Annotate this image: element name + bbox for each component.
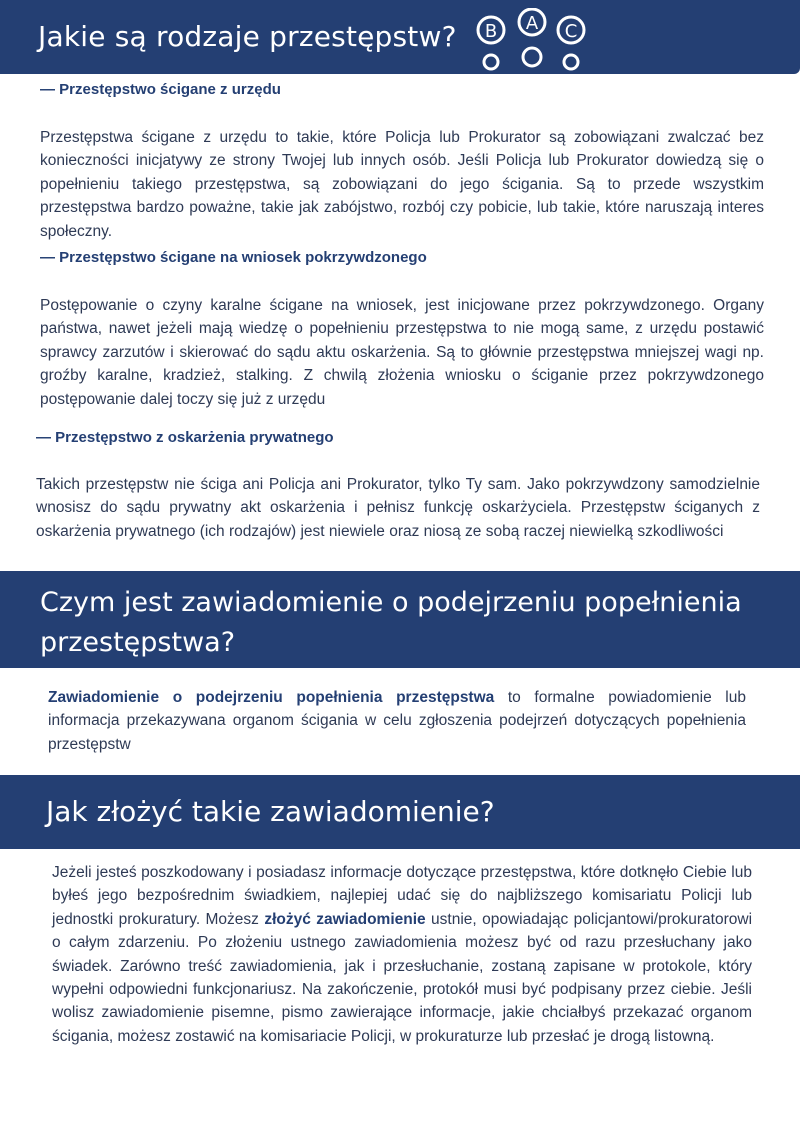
section-title-notification: Czym jest zawiadomienie o podejrzeniu popełnienia przestępstwa? — [40, 587, 742, 658]
section-title-types: Jakie są rodzaje przestępstw? — [38, 20, 457, 53]
header-banner-types — [0, 0, 800, 74]
subheading-ex-officio: — Przestępstwo ścigane z urzędu — [40, 81, 281, 98]
logo-letter-b: B — [484, 21, 498, 42]
subheading-private-prosecution: — Przestępstwo z oskarżenia prywatnego — [36, 429, 334, 446]
paragraph-private-prosecution: Takich przestępstw nie ściga ani Policja ani Prokurator, tylko Ty sam. Jako pokrzywdzony samodzielnie wnosisz do sądu prywatny akt oskarżenia i pełnisz funkcję oskarżyciela. Przestępstw ściganych z oskarżenia prywatnego (ich rodzajów) jest niewiele oraz niosą ze sobą raczej niewielką szkodliwości — [36, 476, 760, 540]
how-to-text-a: Jeżeli jesteś poszkodowany i posiadasz informacje dotyczące przestępstwa, które dotknęło Ciebie lub byłeś jego bezpośrednim świadkiem, najlepiej udać się do najbliższego komisariatu Policji lub jednostki prokuratury. Możesz — [52, 864, 752, 928]
logo-letter-c: C — [564, 21, 578, 42]
abc-logo-icon — [474, 8, 594, 74]
paragraph-on-request: Postępowanie o czyny karalne ścigane na wniosek, jest inicjowane przez pokrzywdzonego. Organy państwa, nawet jeżeli mają wiedzę o popełnieniu przestępstwa to nie mogą same, z urzędu postawić sprawcy zarzutów i skierować do sądu aktu oskarżenia. Są to głównie przestępstwa mniejszej wagi np. groźby karalne, kradzież, stalking. Z chwilą złożenia wniosku o ściganie przez pokrzywdzonego postępowanie dalej toczy się już z urzędu — [40, 297, 764, 408]
paragraph-ex-officio: Przestępstwa ścigane z urzędu to takie, które Policja lub Prokurator są zobowiązani zwalczać bez konieczności inicjatywy ze strony Twojej lub innych osób. Jeśli Policja lub Prokurator dowiedzą się o popełnieniu takiego przestępstwa, są zobowiązani do jego ścigania. Są to przede wszystkim przestępstwa bardzo poważne, takie jak zabójstwo, rozbój czy pobicie, lub takie, które naruszają interes społeczny. — [40, 129, 764, 240]
how-to-emphasis: złożyć zawiadomienie — [264, 910, 426, 928]
notification-term: Zawiadomienie o podejrzeniu popełnienia przestępstwa — [48, 689, 495, 706]
header-banner-how-to — [0, 775, 800, 849]
how-to-text-b: ustnie, opowiadając policjantowi/prokuratorowi o całym zdarzeniu. Po złożeniu ustnego zawiadomienia możesz być od razu przesłuchany jako świadek. Zarówno treść zawiadomienia, jak i przesłuchanie, zostaną zapisane w protokole, który wypełni odpowiedni funkcjonariusz. Na zakończenie, protokół musi być podpisany przez ciebie. Jeśli wolisz zawiadomienie pisemne, pismo zawierające informacje, jakie chciałbyś przekazać organom ścigania, możesz zostawić na komisariacie Policji, w prokuraturze lub przesłać je drogą listowną. — [52, 910, 753, 1045]
notification-definition-text: to formalne powiadomienie lub informacja przekazywana organom ścigania w celu zgłoszenia podejrzeń dotyczących popełnienia przestępstw — [48, 689, 746, 753]
header-banner-notification — [0, 571, 800, 668]
paragraph-how-to — [52, 861, 752, 1048]
logo-letter-a: A — [525, 13, 539, 34]
subheading-on-request: — Przestępstwo ścigane na wniosek pokrzywdzonego — [40, 249, 427, 266]
paragraph-notification-definition — [48, 686, 746, 756]
section-title-how-to: Jak złożyć takie zawiadomienie? — [46, 795, 495, 828]
